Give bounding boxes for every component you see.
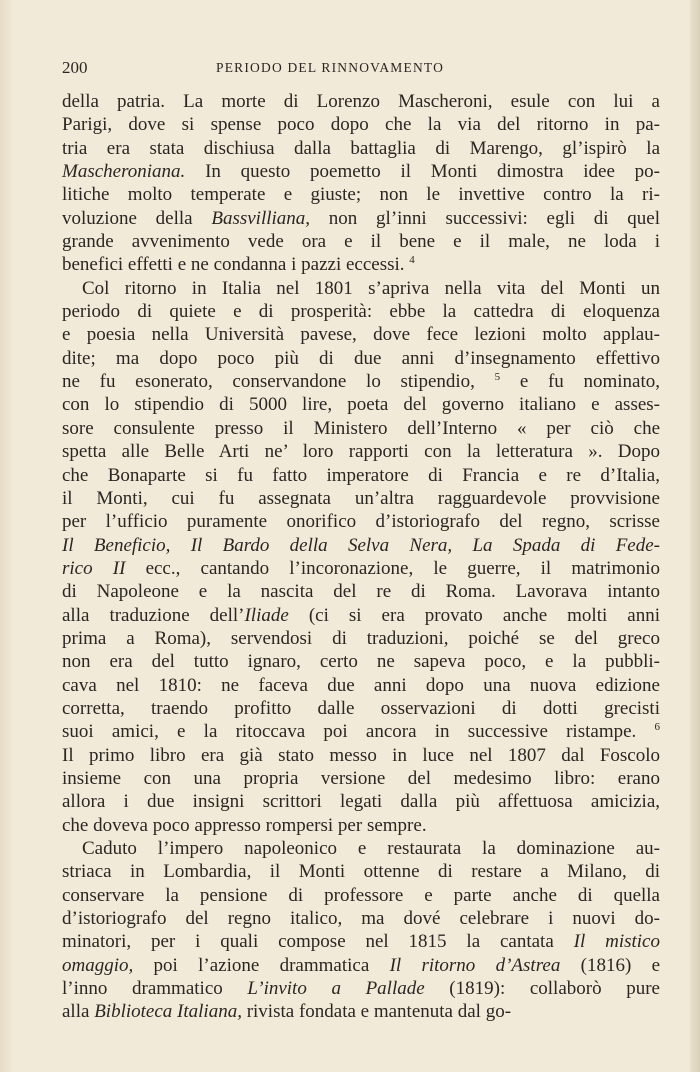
text-segment: della patria. La morte di Lorenzo Mascheroni, esule con lui a [62, 91, 660, 112]
text-segment: tria era stata dischiusa dalla battaglia di Marengo, gl’ispirò la [62, 137, 660, 159]
text-line [62, 510, 660, 533]
text-line [62, 90, 660, 113]
text-segment: e poesia nella Università pavese, dove fece lezioni molto applau- [62, 324, 660, 346]
text-line [62, 650, 660, 673]
italic-title: Mascheroniana. [62, 161, 186, 183]
text-line [62, 230, 660, 253]
text-line [62, 744, 660, 767]
footnote-ref: 5 [494, 371, 501, 384]
text-line [62, 837, 660, 860]
text-segment: dite; ma dopo poco più di due anni d’insegnamento effettivo [62, 347, 660, 369]
text-line [62, 674, 660, 697]
text-segment: conservare la pensione di professore e parte anche di quella [62, 884, 660, 906]
text-segment: litiche molto temperate e giuste; non le invettive contro la ri- [62, 184, 660, 206]
text-line [62, 393, 660, 416]
text-line [62, 767, 660, 790]
text-line [62, 1000, 660, 1023]
text-segment: con lo stipendio di 5000 lire, poeta del governo italiano e asses- [62, 394, 660, 416]
text-line [62, 370, 660, 393]
text-segment: prima a Roma), servendosi di traduzioni, poiché se del greco [62, 627, 660, 649]
italic-title: Il mistico [573, 931, 660, 953]
text-line [62, 814, 660, 837]
text-segment: ne fu esonerato, conservandone lo stipendio, [62, 371, 495, 393]
text-segment: Parigi, dove si spense poco dopo che la via del ritorno in pa- [62, 114, 660, 136]
text-segment: che doveva poco appresso rompersi per sempre. [62, 814, 427, 836]
text-line [62, 300, 660, 323]
text-line [62, 183, 660, 206]
italic-title: Biblioteca Italiana, [94, 1001, 242, 1023]
text-segment: non era del tutto ignaro, certo ne sapeva poco, e la pubbli- [62, 651, 660, 673]
text-segment: ecc., cantando l’incoronazione, le guerre, il matrimonio [125, 557, 661, 579]
text-segment: Il primo libro era già stato messo in luce nel 1807 dal Foscolo [62, 744, 660, 766]
footnote-ref: 4 [409, 254, 415, 267]
text-segment: d’istoriografo del regno italico, ma dové celebrare i nuovi do- [62, 908, 660, 930]
italic-title: omaggio, [62, 954, 134, 976]
text-line [62, 323, 660, 346]
text-segment: poi l’azione drammatica [133, 954, 390, 976]
italic-title: rico II [62, 557, 126, 579]
text-line [62, 557, 660, 580]
page-gutter-shadow [0, 0, 14, 1072]
text-line [62, 860, 660, 883]
text-line [62, 790, 660, 813]
text-segment: insieme con una propria versione del medesimo libro: erano [62, 767, 660, 789]
text-line [62, 277, 660, 300]
italic-title: Il Beneficio, Il Bardo della Selva Nera, La Spada di Fede- [62, 534, 660, 556]
italic-title: Iliade [244, 604, 289, 626]
text-segment: minatori, per i quali compose nel 1815 la cantata [62, 931, 574, 953]
text-line [62, 464, 660, 487]
text-segment: striaca in Lombardia, il Monti ottenne di restare a Milano, di [62, 861, 660, 883]
text-segment: grande avvenimento vede ora e il bene e il male, ne loda i [62, 231, 660, 253]
text-line [62, 977, 660, 1000]
text-segment: Caduto l’impero napoleonico e restaurata la dominazione au- [82, 838, 660, 859]
text-line [62, 884, 660, 907]
text-segment: periodo di quiete e di prosperità: ebbe la cattedra di eloquenza [62, 301, 660, 323]
text-segment: l’inno drammatico [62, 978, 248, 1000]
page-header [62, 58, 662, 80]
text-segment: per l’ufficio puramente onorifico d’istoriografo del regno, scrisse [62, 511, 660, 533]
text-line [62, 113, 660, 136]
text-segment: benefici effetti e ne condanna i pazzi eccessi. [62, 254, 410, 276]
text-segment: (1816) e [560, 954, 660, 976]
text-line [62, 347, 660, 370]
page-number: 200 [62, 58, 88, 77]
text-segment: alla traduzione dell’ [62, 604, 245, 626]
text-segment: rivista fondata e mantenuta dal go- [241, 1001, 512, 1023]
italic-title: L’invito a Pallade [247, 978, 425, 1000]
text-segment: spetta alle Belle Arti ne’ loro rapporti con la letteratura ». Dopo [62, 441, 660, 463]
text-line [62, 487, 660, 510]
text-line [62, 580, 660, 603]
text-line [62, 253, 660, 276]
running-title: PERIODO DEL RINNOVAMENTO [216, 60, 445, 75]
italic-title: Il ritorno d’Astrea [389, 954, 561, 976]
footnote-ref: 6 [654, 721, 660, 734]
text-segment: corretta, traendo profitto dalle osservazioni di dotti grecisti [62, 697, 660, 719]
text-segment: Col ritorno in Italia nel 1801 s’apriva nella vita del Monti un [82, 277, 660, 299]
text-segment: In questo poemetto il Monti dimostra idee po- [185, 161, 660, 183]
text-segment: (1819): collaborò pure [424, 978, 660, 1000]
text-line [62, 954, 660, 977]
text-segment: che Bonaparte si fu fatto imperatore di Francia e re d’Italia, [62, 464, 660, 486]
text-line [62, 697, 660, 720]
text-segment: suoi amici, e la ritoccava poi ancora in successive ristampe. [62, 721, 655, 743]
text-segment: il Monti, cui fu assegnata un’altra ragguardevole provvisione [62, 487, 660, 509]
page-edge [690, 0, 700, 1072]
text-segment: allora i due insigni scrittori legati dalla più affettuosa amicizia, [62, 791, 660, 813]
text-segment: voluzione della [62, 207, 212, 229]
text-line [62, 627, 660, 650]
text-line [62, 440, 660, 463]
text-segment: di Napoleone e la nascita del re di Roma. Lavorava intanto [62, 581, 660, 603]
text-line [62, 137, 660, 160]
text-line [62, 160, 660, 183]
text-segment: (ci si era provato anche molti anni [288, 604, 660, 626]
italic-title: Bassvilliana, [211, 207, 311, 229]
text-line [62, 604, 660, 627]
text-line [62, 907, 660, 930]
text-segment: cava nel 1810: ne faceva due anni dopo una nuova edizione [62, 674, 660, 696]
text-segment: sore consulente presso il Ministero dell’Interno « per ciò che [62, 417, 660, 439]
text-line [62, 417, 660, 440]
text-segment: non gl’inni successivi: egli di quel [310, 207, 660, 229]
text-line [62, 207, 660, 230]
body-text [62, 90, 660, 1024]
text-line [62, 930, 660, 953]
text-segment: e fu nominato, [500, 371, 660, 393]
text-line [62, 534, 660, 557]
text-segment: alla [62, 1001, 95, 1023]
text-line [62, 720, 660, 743]
